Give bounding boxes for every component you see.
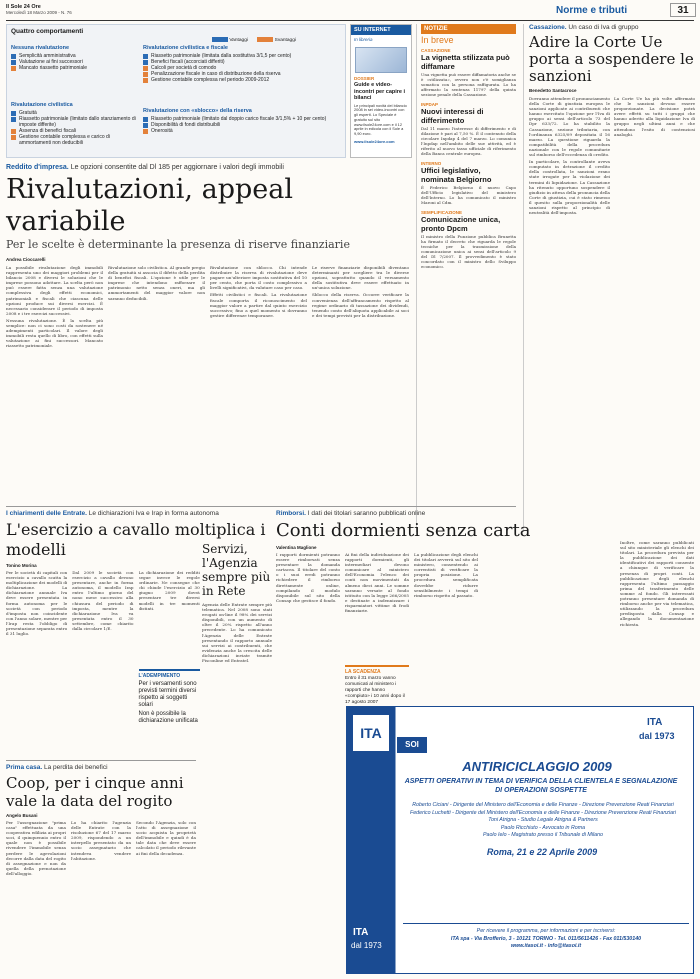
pro-marker-icon bbox=[143, 117, 148, 122]
adempimento-box bbox=[139, 669, 200, 725]
rimborsi-kicker bbox=[276, 510, 694, 517]
cassazione-kicker bbox=[529, 24, 695, 31]
rimborsi-kicker-rest: I dati dei titolari saranno pubblicati online bbox=[307, 510, 426, 517]
quadrant bbox=[143, 108, 341, 158]
cassazione-headline: Adire la Corte Ue porta a sospendere le sanzioni bbox=[529, 33, 694, 85]
cassazione-kicker-rest: Un caso di Iva di gruppo bbox=[568, 24, 639, 31]
internet-box-subtitle: In libreria bbox=[354, 37, 373, 42]
notizia-title: Comunicazione unica, pronto Dpcm bbox=[421, 215, 501, 233]
con-marker-icon bbox=[11, 135, 16, 140]
prima-casa-kicker-bold: Prima casa. bbox=[6, 764, 43, 771]
prima-casa-article bbox=[6, 760, 196, 975]
prima-casa-col: Lo ha chiarito l'agenzia delle Entrate con la risoluzione 67 del 17 marzo 2009, rispondendo a un interpello presentato da un socio assegnatario che intendeva vendere l'abitazione. bbox=[71, 820, 131, 861]
adempimento-item: Non è possibile la dichiarazione unificata bbox=[138, 711, 198, 724]
notizia-kicker: SEMPLIFICAZIONE bbox=[421, 210, 463, 215]
right-lower-text: Inoltre, come saranno pubblicati sul sito ministeriale gli elenchi dei titolari. La procedura prevista per la pubblicazione dei dati identificativi dei rapporti consente a chiunque di verificare la presenza di propri conti. La pubblicazione degli elenchi rappresenta l'ultimo passaggio prima del trasferimento delle somme al fondo. Gli interessati potranno presentare domanda di rimborso anche per via telematica, utilizzando la procedura predisposta dalla Consap e allegando la documentazione richiesta. bbox=[620, 540, 694, 627]
quadrant-item-text: Gestione contabile complessa nel periodo 2009-2012 bbox=[151, 76, 270, 83]
ad-since-right: dal 1973 bbox=[639, 731, 675, 741]
legend-pro-swatch bbox=[212, 37, 228, 42]
quadrant-title: Nessuna rivalutazione bbox=[11, 45, 70, 51]
notizia bbox=[421, 48, 516, 97]
pro-marker-icon bbox=[143, 54, 148, 59]
lead-columns bbox=[6, 265, 412, 515]
con-marker-icon bbox=[11, 66, 16, 71]
pro-marker-icon bbox=[143, 123, 148, 128]
cassazione-para: Dovranno attendere il pronunciamento della Corte di giustizia europea le sanzioni applicate ai contribuenti che hanno esercitato l'opzione per l'Iva di gruppo ai sensi dell'articolo 73 del Dpr 633/72. Lo ha stabilito la Cassazione, sezione tributaria, con l'ordinanza 6325/09 depositata il 16 marzo. La questione riguarda la compatibilità della procedura nazionale con le regole comunitarie sul rimborso dell'eccedenza di credito. bbox=[529, 96, 610, 158]
quadrant-title: Rivalutazione con «sblocco» della riserva bbox=[143, 108, 252, 114]
masthead-rule bbox=[6, 20, 694, 21]
infographic-title: Quattro comportamenti bbox=[11, 28, 84, 35]
con-marker-icon bbox=[11, 129, 16, 134]
servizi-body: Agenzia delle Entrate sempre più telematica. Nel 2008 sono stati erogati on-line il 98% dei servizi disponibili, con un aumento di oltre il 20% rispetto all'anno precedente. Lo ha comunicato l'Agenzia delle Entrate presentando il rapporto annuale sui servizi ai contribuenti, che evidenzia anche la crescita delle dichiarazioni inviate tramite Fisconline ed Entratel. bbox=[202, 602, 272, 664]
ad-org-left: ITA bbox=[353, 927, 369, 938]
notizia bbox=[421, 210, 516, 269]
lead-author: Andrea Cioccarelli bbox=[6, 257, 46, 262]
lead-col bbox=[312, 265, 409, 515]
notizia-text: Il ministro della Funzione pubblica Brunetta ha firmato il decreto che riguarda le regole tecniche per la trasmissione della comunicazione unica ai sensi dell'articolo 9 del Dl 7/2007. Il provvedimento è stato concordato con il ministro dello Sviluppo economico. bbox=[421, 234, 516, 269]
dossier-link[interactable]: www.ilsole24ore.com bbox=[354, 139, 395, 145]
ad-soi-logo: SOI bbox=[397, 737, 427, 753]
adempimento-title: L'ADEMPIMENTO bbox=[138, 673, 181, 679]
notizie-list bbox=[421, 48, 516, 269]
dossier-label: DOSSIER bbox=[354, 76, 375, 81]
notizia-text: È Federico Belgiorno il nuovo Capo dell'Ufficio legislativo del ministero dell'Interno. Lo ha comunicato il ministro Maroni al Cdm. bbox=[421, 185, 516, 205]
pro-marker-icon bbox=[143, 60, 148, 65]
section-divider bbox=[6, 506, 516, 507]
entrate-kicker-rest: Le dichiarazioni Iva e Irap in forma autonoma bbox=[88, 510, 219, 517]
quadrant-title: Rivalutazione civilistica bbox=[11, 102, 73, 108]
infographic bbox=[6, 24, 346, 158]
quadrant-item-text: Semplicità amministrativa bbox=[19, 52, 76, 59]
masthead bbox=[6, 4, 206, 15]
quadrant-item-text: Gratuità bbox=[19, 109, 37, 116]
entrate-kicker-bold: I chiarimenti delle Entrate. bbox=[6, 510, 87, 517]
lead-col bbox=[6, 265, 103, 515]
lead-para: La possibile rivalutazione degli immobili rappresenta uno dei maggiori problemi per il bilancio 2008 e diversi le soluzioni che le imprese possono adottare. La scelta però non può essere fatta senza una valutazione complessiva degli effetti economici, patrimoniali e fiscali che ciascuna delle opzioni produce sui diversi esercizi. È necessario considerare il periodo di imposta 2008 e i tre esercizi successivi. bbox=[6, 265, 103, 316]
scadenza-text: Entro il 31 marzo vanno comunicati al ministero i rapporti che hanno «compiuto» i 10 anni dopo il 17 agosto 2007 bbox=[345, 676, 405, 705]
rimborsi-col: La pubblicazione degli elenchi dei titolari avverrà sul sito del ministero, consentendo ai correntisti di verificare la propria posizione. La procedura semplificata dovrebbe ridurre sensibilmente i tempi di rimborso rispetto al passato. bbox=[414, 552, 478, 598]
entrate-col: Dal 2009 le società con esercizio a cavallo devono presentare, anche in forma autonoma, il modello Irap entro l'ultimo giorno del nono mese successivo alla chiusura del periodo di imposta, mentre la dichiarazione Iva va presentata entro il 30 settembre, come chiarito dalla circolare 1/E. bbox=[72, 570, 134, 632]
ad-speaker: Toni Atrigna - Studio Legale Atrigna & Partners bbox=[488, 817, 598, 823]
quadrant-item-text: Mancato riassetto patrimoniale bbox=[19, 64, 88, 71]
ad-org-right: ITA bbox=[647, 717, 663, 728]
notizie-column bbox=[416, 24, 516, 532]
legend-con-label: Svantaggi bbox=[274, 37, 296, 43]
rimborsi-col: I rapporti dormienti potranno essere rimborsati senza presentare la domanda cartacea. Il titolare del conto o i suoi eredi potranno richiedere il rimborso direttamente online, compilando il modulo disponibile sul sito della Consap che gestisce il fondo. bbox=[276, 552, 340, 603]
cassazione-body-col-1 bbox=[529, 96, 610, 486]
quadrant bbox=[11, 102, 139, 158]
notizia-kicker: CASSAZIONE bbox=[421, 48, 451, 53]
con-marker-icon bbox=[143, 129, 148, 134]
legend bbox=[212, 37, 296, 43]
ad-logo: ITA bbox=[353, 715, 389, 751]
internet-box-title: SU INTERNET bbox=[351, 25, 411, 35]
lead-para: Effetti civilistici e fiscali. La rivalutazione fiscale comporta il riconoscimento del maggior valore a partire dal quinto esercizio successivo; fino a quel momento si dovranno gestire differenze temporanee. bbox=[210, 292, 307, 318]
prima-casa-col: Secondo l'Agenzia, solo con l'atto di assegnazione il socio acquista la proprietà dell'immobile e quindi è da tale data che deve essere calcolato il periodo rilevante ai fini della decadenza. bbox=[136, 820, 196, 856]
con-marker-icon bbox=[143, 78, 148, 83]
ad-speaker: Paolo Ielo - Magistrato presso il Tribunale di Milano bbox=[482, 832, 604, 838]
lead-para: Sblocco della riserva. Occorre verificare la convenienza dell'affrancamento rispetto al regime ordinario di tassazione dei dividendi, tenendo conto dell'aliquota applicabile ai soci e dei tempi previsti per la distribuzione. bbox=[312, 292, 409, 318]
cassazione-article bbox=[523, 24, 695, 532]
quadrant-item-text: Calcoli per società di comodo bbox=[151, 64, 217, 71]
notizia-text: Dal 11 marzo l'interesse di differimento e di dilazione è pari al 7,50 %. È il contenuto della circolare Inpdap 4 del 7 marzo. Lo comunica l'Inpdap nell'ambito delle sue attività, ed è riferito al nuovo tasso ufficiale di riferimento della Banca centrale europea. bbox=[421, 126, 516, 156]
servizi-article bbox=[202, 542, 272, 842]
dossier-cover-image bbox=[355, 47, 407, 73]
quadrant-item-text: Valutazione ai fini successori bbox=[19, 58, 83, 65]
quadrant bbox=[11, 45, 139, 101]
entrate-headline: L'esercizio a cavallo moltiplica i modelli bbox=[6, 520, 266, 559]
dossier-text: Le principali novità del bilancio 2008 in sei video-incontri con gli esperti. Lo Speciale è gratuito sul sito www.ilsole24ore.com e il 12 aprile in edicola con il Sole a 9,90 euro. bbox=[354, 102, 407, 137]
ad-speaker: Roberto Ciciani - Dirigente del Ministero dell'Economia e delle Finanze - Direzione Prevenzione Reati Finanziari bbox=[412, 802, 674, 808]
lead-subhead: Per le scelte è determinante la presenza di riserve finanziarie bbox=[6, 238, 350, 251]
quadrant-item-text: Onerosità bbox=[151, 127, 173, 134]
prima-casa-col: Per l'assegnazione "prima casa" effettuata da una cooperativa edilizia ai propri soci, il quinquennio entro il quale non è possibile rivendere l'immobile senza perdere le agevolazioni decorre dalla data del rogito di assegnazione e non da quella della prenotazione dell'alloggio. bbox=[6, 820, 66, 876]
quadrant-item-text: Riassetto patrimoniale (limitato dal doppio carico fiscale 3/1,5% + 10 per cento) bbox=[151, 115, 327, 122]
internet-box bbox=[350, 24, 412, 158]
ad-speakers bbox=[403, 802, 683, 840]
con-marker-icon bbox=[143, 66, 148, 71]
entrate-col: Per le società di capitali con esercizio a cavallo scatta la moltiplicazione dei modelli di dichiarazione. La dichiarazione annuale Iva deve essere presentata in forma autonoma per le società con periodo d'imposta non coincidente con l'anno solare, mentre per l'Irap resta l'obbligo di presentazione separata entro il 31 luglio. bbox=[6, 570, 68, 637]
entrate-author: Tonino Morina bbox=[6, 563, 37, 568]
prima-casa-headline: Coop, per i cinque anni vale la data del rogito bbox=[6, 774, 184, 810]
ad-speaker: Paolo Ricchiuto - Avvocato in Roma bbox=[500, 824, 586, 831]
ad-speaker: Federico Luchetti - Dirigente del Ministero dell'Economia e delle Finanze - Direzione Prevenzione Reati Finanziari bbox=[410, 809, 676, 816]
entrate-kicker bbox=[6, 510, 266, 517]
lead-kicker-bold: Reddito d'impresa. bbox=[6, 164, 69, 171]
con-marker-icon bbox=[143, 72, 148, 77]
pro-marker-icon bbox=[11, 60, 16, 65]
ad-title: ANTIRICICLAGGIO 2009 bbox=[462, 759, 612, 774]
cassazione-para: In particolare, la controllante aveva computato in detrazione il credito della controllata, le sanzioni erano state irrogate per la violazione dei termini di liquidazione. La Cassazione ha ritenuto opportuno sospendere il giudizio in attesa della pronuncia della Corte di giustizia, cui è stato rimesso il quesito sulla proporzionalità delle sanzioni rispetto al principio di neutralità dell'imposta. bbox=[529, 159, 610, 216]
adempimento-item: Per i versamenti sono previsti termini diversi rispetto ai soggetti solari bbox=[138, 681, 197, 708]
quadrant-title: Rivalutazione civilistica e fiscale bbox=[143, 45, 228, 51]
cassazione-para: La Corte Ue ha più volte affermato che le sanzioni devono essere proporzionate. La decisione potrà avere effetti su tutti i gruppi che hanno aderito alla liquidazione Iva di gruppo negli ultimi anni e che attendono l'esito di contenziosi analoghi. bbox=[614, 96, 695, 137]
ad-footer-url[interactable]: www.itasoi.it - info@itasoi.it bbox=[510, 943, 582, 949]
notizia-title: Uffici legislativo, nominata Belgiorno bbox=[421, 166, 492, 184]
quadrant-item-text: Riassetto patrimoniale (limitata dalla sostitutiva 3/1,5 per cento) bbox=[151, 52, 292, 59]
cassazione-body-col-2 bbox=[614, 96, 695, 486]
quadrant-item bbox=[143, 77, 341, 83]
lead-headline: Rivalutazioni, appeal variabile bbox=[6, 174, 293, 237]
notizia-kicker: INTERNO bbox=[421, 161, 442, 166]
quadrant-item-text: Benefici fiscali (accorciati differiti) bbox=[151, 58, 225, 65]
ad-footer bbox=[403, 923, 689, 951]
quadrant-item-text: Assenza di benefici fiscali bbox=[19, 127, 76, 134]
pro-marker-icon bbox=[11, 111, 16, 116]
quadrant-item-text: Penalizzazione fiscale in caso di distribuzione della riserva bbox=[151, 70, 281, 77]
ad-since-left: dal 1973 bbox=[351, 941, 382, 950]
quadrant-item-text: Gestione contabile complessa e carico di ammortamenti non deducibili bbox=[19, 133, 110, 146]
lead-para: Nessuna rivalutazione. È la scelta più semplice: non ci sono costi da sostenere né adempimenti particolari. Il valore degli immobili resta quello di libro, con effetti sulla valutazione ai fini successori. Mancato riassetto patrimoniale. bbox=[6, 317, 103, 349]
legend-pro-label: Vantaggi bbox=[229, 37, 248, 43]
notizia-title: Nuovi interessi di differimento bbox=[421, 107, 484, 125]
lead-kicker-rest: Le opzioni consentite dal Dl 185 per aggiornare i valori degli immobili bbox=[70, 164, 284, 171]
quadrant-item bbox=[11, 134, 139, 146]
ad-subtitle: ASPETTI OPERATIVI IN TEMA DI VERIFICA DELLA CLIENTELA E SEGNALAZIONE DI OPERAZIONI SOSPETTE bbox=[404, 778, 678, 794]
rimborsi-col: Ai fini della individuazione dei rapporti dormienti, gli intermediari devono comunicare al ministero dell'Economia l'elenco dei conti non movimentati da almeno dieci anni. Le somme saranno versate al fondo istituito con la legge 266/2005 e destinate a indennizzare i risparmiatori vittime di frodi finanziarie. bbox=[345, 552, 409, 614]
notizia-kicker: INPDAP bbox=[421, 102, 439, 107]
prima-casa-kicker bbox=[6, 764, 196, 771]
notizie-header: NOTIZIE bbox=[421, 24, 516, 34]
lead-kicker bbox=[6, 164, 412, 171]
lead-article bbox=[6, 164, 412, 504]
lead-col bbox=[210, 265, 307, 515]
prima-casa-kicker-rest: La perdita dei benefici bbox=[43, 764, 108, 771]
prima-casa-author: Angelo Busani bbox=[6, 813, 38, 818]
pro-marker-icon bbox=[11, 54, 16, 59]
dossier-title: Guide e video-incontri per capire i bilanci bbox=[354, 82, 406, 101]
ad-footer-line2: ITA spa - Via Brofferio, 3 - 10121 TORINO - Tel. 011/5611426 - Fax 011/530140 bbox=[450, 935, 642, 942]
lead-para: Rivalutazione con sblocco. Chi intende distribuire la riserva di rivalutazione deve pagare un'ulteriore imposta sostitutiva del 10 per cento, che porta il costo complessivo a livelli significativi, da valutare caso per caso. bbox=[210, 265, 307, 291]
quadrant-item bbox=[11, 116, 139, 128]
scadenza-title: LA SCADENZA bbox=[345, 669, 381, 675]
quadrant-item-text: Riassetto patrimoniale (limitato dallo stanziamento di imposte differite) bbox=[19, 115, 136, 128]
pro-marker-icon bbox=[11, 117, 16, 122]
quadrant bbox=[143, 45, 341, 105]
lead-col bbox=[108, 265, 205, 515]
quadrant-item bbox=[11, 65, 139, 71]
notizie-subheader: In breve bbox=[421, 35, 454, 45]
section-name: Norme e tributi bbox=[556, 5, 628, 16]
legend-con-swatch bbox=[257, 37, 273, 42]
notizia bbox=[421, 161, 516, 205]
date-line: Mercoledì 18 Marzo 2009 - N. 76 bbox=[6, 10, 72, 15]
lead-para: Rivalutazione solo civilistica. Al grande pregio della gratuità si associa il difetto della perdita di benefici fiscali. L'opzione è utile per le imprese che intendono rafforzare il patrimonio netto senza oneri, ma gli ammortamenti del maggior valore non saranno deducibili. bbox=[108, 265, 205, 301]
notizia bbox=[421, 102, 516, 156]
rimborsi-kicker-bold: Rimborsi. bbox=[276, 510, 306, 517]
entrate-col: La dichiarazione dei redditi segue invece le regole ordinarie. Ne consegue che chi chiude l'esercizio al 30 giugno 2009 dovrà presentare tre diversi modelli in tre momenti distinti. bbox=[138, 570, 200, 611]
rimborsi-author: Valentina Maglione bbox=[276, 545, 317, 550]
cassazione-kicker-bold: Cassazione. bbox=[529, 24, 567, 31]
paper-name: Il Sole 24 Ore bbox=[6, 4, 41, 10]
cassazione-author: Benedetto Santacroce bbox=[529, 88, 577, 93]
notizia-title: La vignetta stilizzata può diffamare bbox=[421, 53, 510, 71]
ad-dates: Roma, 21 e 22 Aprile 2009 bbox=[486, 847, 598, 857]
servizi-headline: Servizi, l'Agenzia sempre più in Rete bbox=[202, 542, 271, 598]
ad-footer-line1: Per ricevere il programma, per informazioni e per iscriversi: bbox=[476, 928, 616, 934]
ad-antiriciclaggio[interactable] bbox=[346, 706, 694, 974]
quadrant-item bbox=[143, 128, 341, 134]
lead-para: Le riserve finanziarie disponibili diventano determinanti per scegliere tra le diverse opzioni, soprattutto quando il versamento della sostitutiva deve essere effettuato in un'unica soluzione. bbox=[312, 265, 409, 291]
rimborsi-headline: Conti dormienti senza carta bbox=[276, 520, 531, 541]
page-number: 31 bbox=[670, 3, 696, 17]
quadrant-item-text: Disponibilità di fondi distribuibili bbox=[151, 121, 221, 128]
notizia-text: Una vignetta può essere diffamatoria anche se è «stilizzata», ovvero non c'è somiglianza somatica con la persona raffigurata. Lo ha affermato la sentenza 11797 della quinta sezione penale della Cassazione. bbox=[421, 72, 516, 97]
